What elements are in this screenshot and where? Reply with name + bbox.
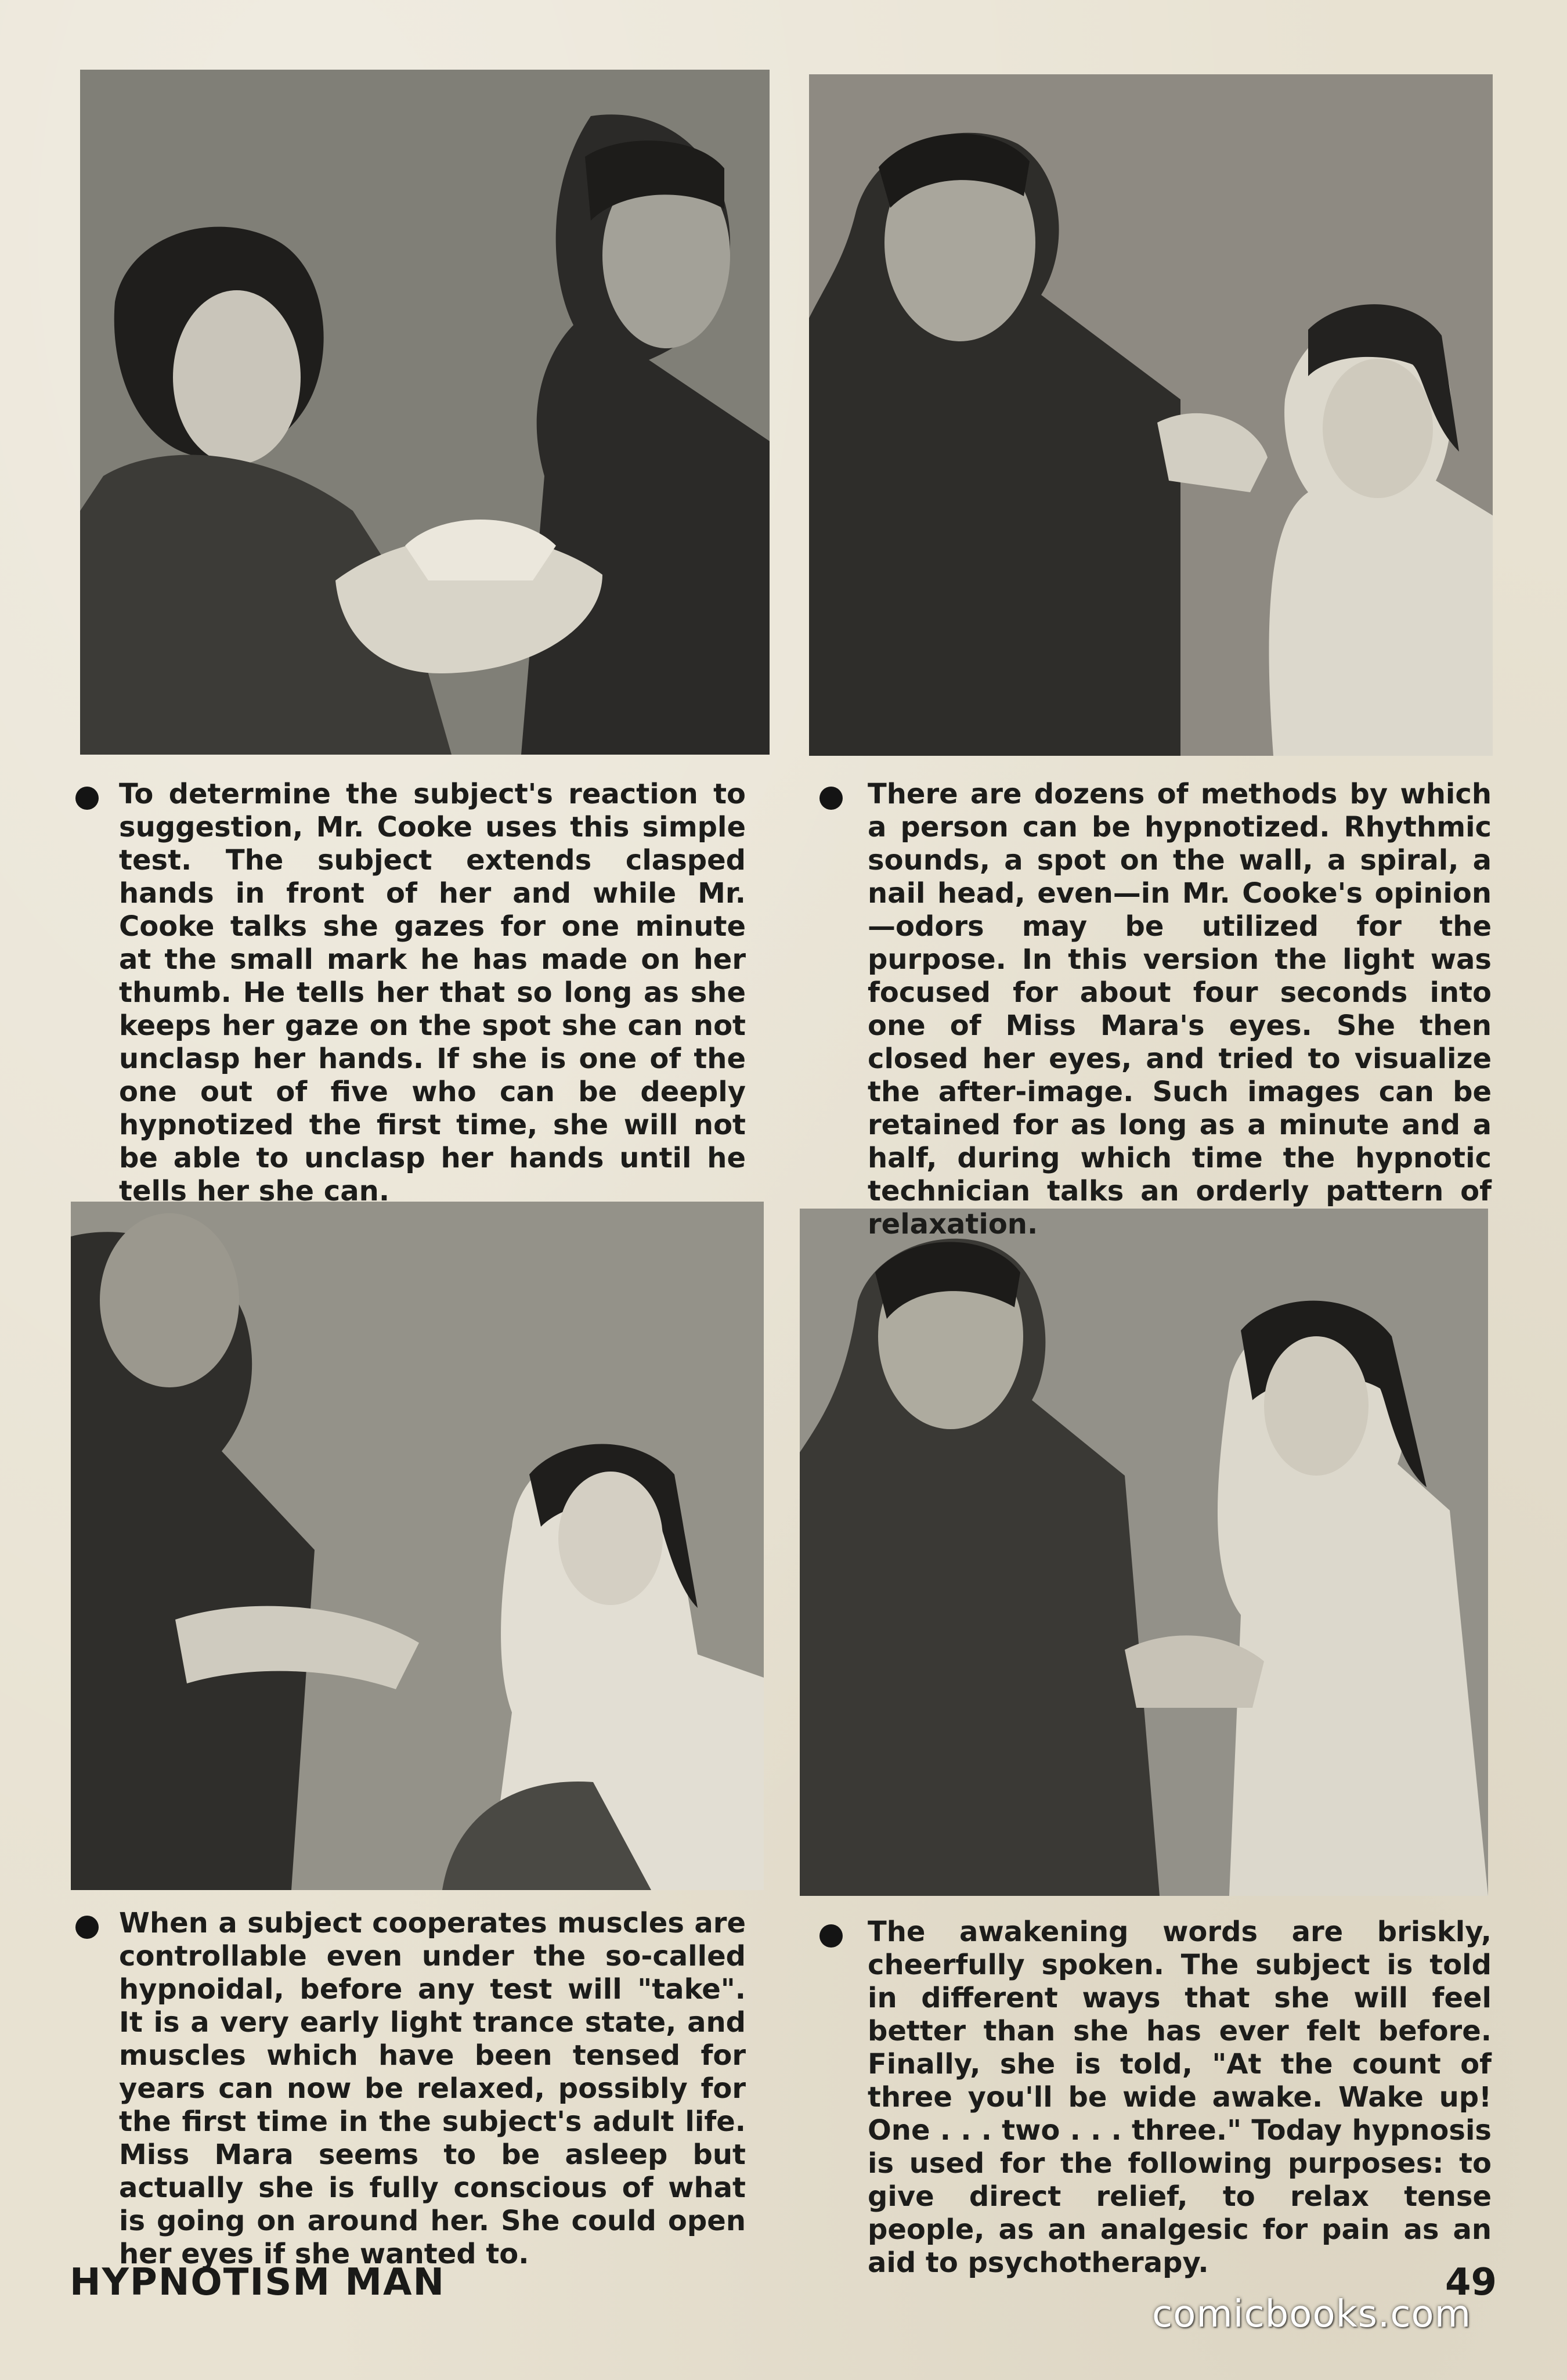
caption-bullet	[819, 787, 843, 810]
page-number: 49	[1445, 2261, 1497, 2304]
caption-awakening: The awakening words are briskly, cheerfully spoken. The subject is told in different ways that she will feel better than she has ever felt before. Finally, she is told, "At the count of three you'll be wide awake. Wake up! One . . . two . . . three." Today hypnosis is used for the following purposes: to give direct relief, to relax tense people, as an analgesic for pain as an aid to psychotherapy.	[868, 1916, 1492, 2279]
caption-relaxed-subject: When a subject cooperates muscles are controllable even under the so-called hypnoidal, before any test will "take". It is a very early light trance state, and muscles which have been tensed for years can now be relaxed, possibly for the first time in the subject's adult life. Miss Mara seems to be asleep but actually she is fully conscious of what is going on around her. She could open her eyes if she wanted to.	[119, 1907, 746, 2270]
caption-thumb-test: To determine the subject's reaction to suggestion, Mr. Cooke uses this simple test. The subject extends clasped hands in front of her and while Mr. Cooke talks she gazes for one minute at the small mark he has made on her thumb. He tells her that so long as she keeps her gaze on the spot she can not unclasp her hands. If she is one of the one out of five who can be deeply hypnotized the first time, she will not be able to unclasp her hands until he tells her she can.	[119, 778, 746, 1207]
magazine-title: HYPNOTISM MAN	[70, 2261, 446, 2304]
photo-relaxed-subject	[71, 1202, 764, 1890]
photo-light-in-eye	[809, 74, 1493, 756]
caption-bullet	[75, 787, 99, 810]
watermark: comicbooks.com	[1152, 2293, 1472, 2336]
photo-thumb-test	[80, 70, 770, 755]
caption-bullet	[75, 1916, 99, 1939]
photo-awakening	[800, 1209, 1488, 1896]
caption-light-in-eye: There are dozens of methods by which a person can be hypnotized. Rhythmic sounds, a spot on the wall, a spiral, a nail head, even—in Mr. Cooke's opinion—odors may be utilized for the purpose. In this version the light was focused for about four seconds into one of Miss Mara's eyes. She then closed her eyes, and tried to visualize the after-image. Such images can be retained for as long as a minute and a half, during which time the hypnotic technician talks an orderly pattern of relaxation.	[868, 778, 1492, 1241]
caption-bullet	[819, 1924, 843, 1948]
